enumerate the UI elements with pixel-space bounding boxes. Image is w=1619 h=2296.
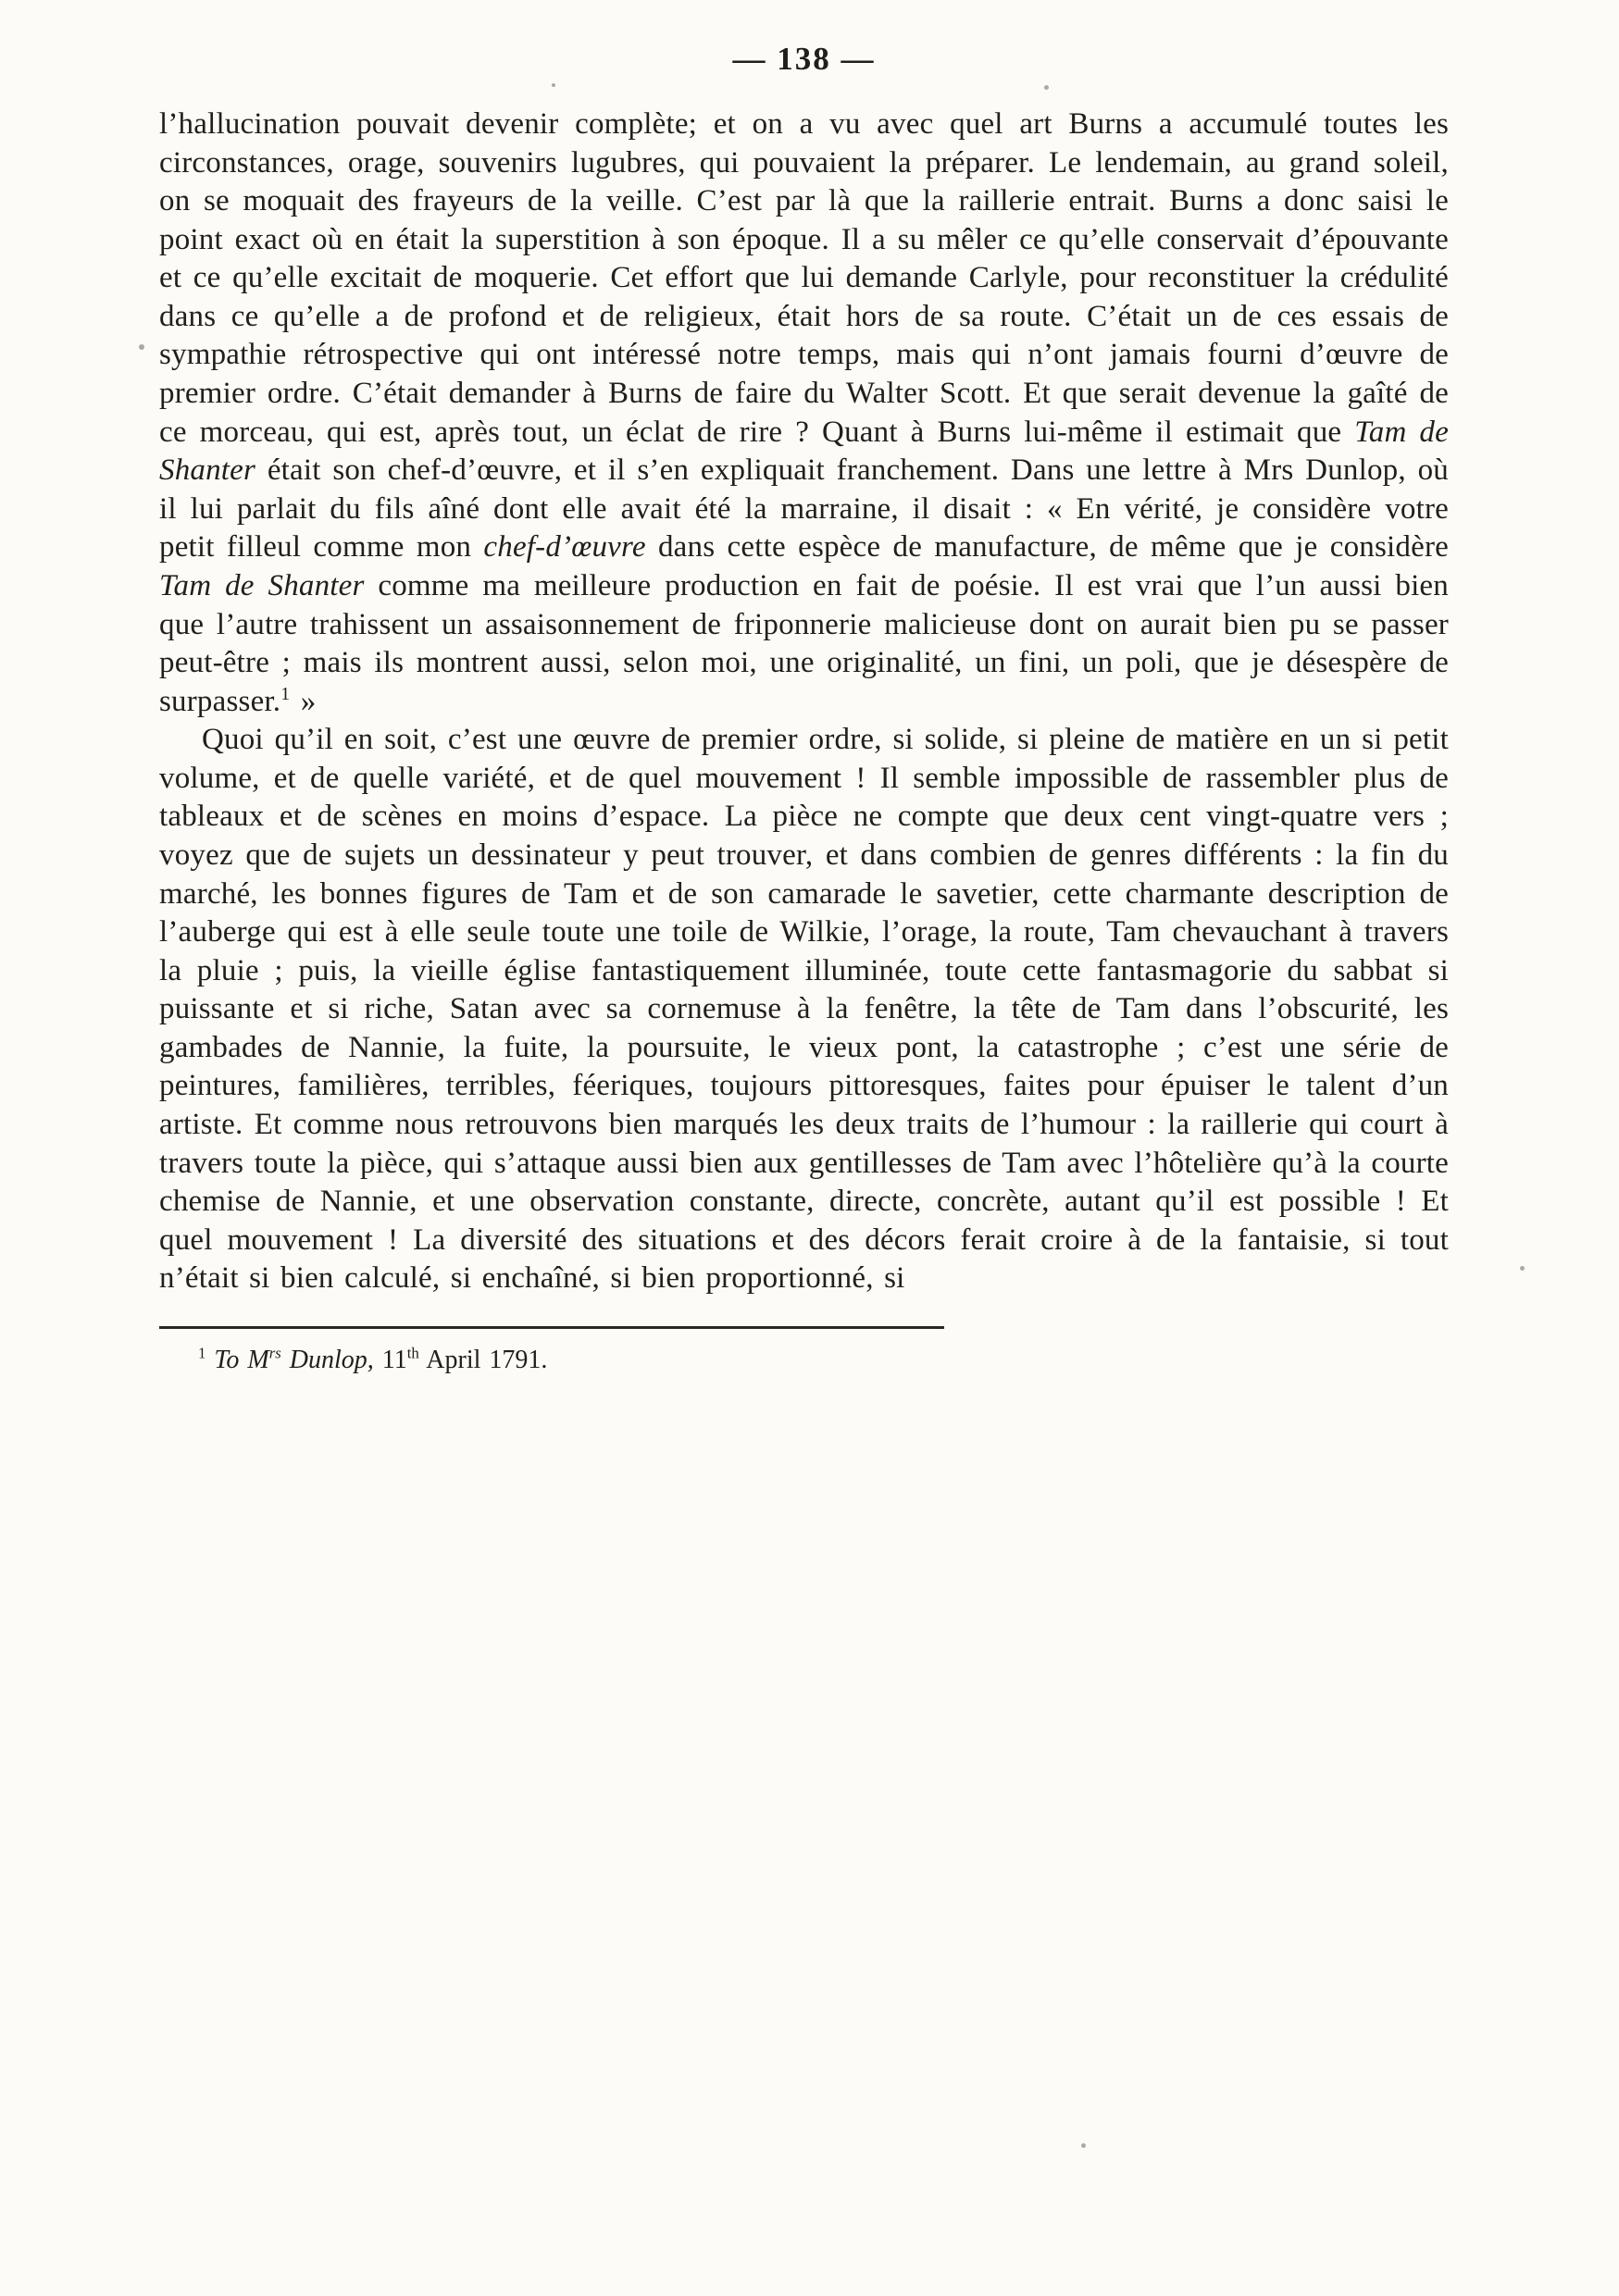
footnote-rule [159, 1326, 944, 1329]
footnote: $^1$ To $M^{rs}$ Dunlop, 11th April 1791. [198, 1344, 548, 1374]
footnote-area [159, 1326, 1449, 1377]
paragraph: l’hallucination pouvait devenir complète; et on a vu avec quel art Burns a accumulé toutes les circonstances, orage, souvenirs lugubres, qui pouvaient la préparer. Le lendemain, au grand soleil, on se moquait des frayeurs de la veille. C’est par là que la raillerie entrait. Burns a donc saisi le point exact où en était la superstition à son époque. Il a su mêler ce qu’elle conservait d’épouvante et ce qu’elle excitait de moquerie. Cet effort que lui demande Carlyle, pour reconstituer la crédulité dans ce qu’elle a de profond et de religieux, était hors de sa route. C’était un de ces essais de sympathie rétrospective qui ont intéressé notre temps, mais qui n’ont jamais fourni d’œuvre de premier ordre. C’était demander à Burns de faire du Walter Scott. Et que serait devenue la gaîté de ce morceau, qui est, après tout, un éclat de rire ? Quant à Burns lui-même il estimait que Tam de Shanter était son chef-d’œuvre, et il s’en expliquait franchement. Dans une lettre à Mrs Dunlop, où il lui parlait du fils aîné dont elle avait été la marraine, il disait : « En vérité, je considère votre petit filleul comme mon chef-d’œuvre dans cette espèce de manufacture, de même que je considère Tam de Shanter comme ma meilleure production en fait de poésie. Il est vrai que l’un aussi bien que l’autre trahissent un assaisonnement de friponnerie malicieuse dont on aurait bien pu se passer peut-être ; mais ils montrent aussi, selon moi, une originalité, un fini, un poli, que je désespère de surpasser.$^1$ » [159, 107, 1449, 718]
scan-speck [1520, 1266, 1525, 1271]
scan-speck [1081, 2143, 1086, 2148]
scan-speck [139, 344, 144, 350]
page-number: — 138 — [732, 41, 876, 77]
paragraph: Quoi qu’il en soit, c’est une œuvre de premier ordre, si solide, si pleine de matière en un si petit volume, et de quelle variété, et de quel mouvement ! Il semble impossible de rassembler plus de tableaux et de scènes en moins d’espace. La pièce ne compte que deux cent vingt-quatre vers ; voyez que de sujets un dessinateur y peut trouver, et dans combien de genres différents : la fin du marché, les bonnes figures de Tam et de son camarade le savetier, cette charmante description de l’auberge qui est à elle seule toute une toile de Wilkie, l’orage, la route, Tam chevauchant à travers la pluie ; puis, la vieille église fantastiquement illuminée, toute cette fantasmagorie du sabbat si puissante et si riche, Satan avec sa cornemuse à la fenêtre, la tête de Tam dans l’obscurité, les gambades de Nannie, la fuite, la poursuite, le vieux pont, la catastrophe ; c’est une série de peintures, familières, terribles, féeriques, toujours pittoresques, faites pour épuiser le talent d’un artiste. Et comme nous retrouvons bien marqués les deux traits de l’humour : la raillerie qui court à travers toute la pièce, qui s’attaque aussi bien aux gentillesses de Tam avec l’hôtelière qu’à la courte chemise de Nannie, et une observation constante, directe, concrète, autant qu’il est possible ! Et quel mouvement ! La diversité des situations et des décors ferait croire à de la fantaisie, si tout n’était si bien calculé, si enchaîné, si bien proportionné, si [159, 723, 1449, 1296]
scan-speck [1044, 85, 1049, 90]
scan-speck [552, 83, 555, 87]
text-block [159, 105, 1449, 1298]
